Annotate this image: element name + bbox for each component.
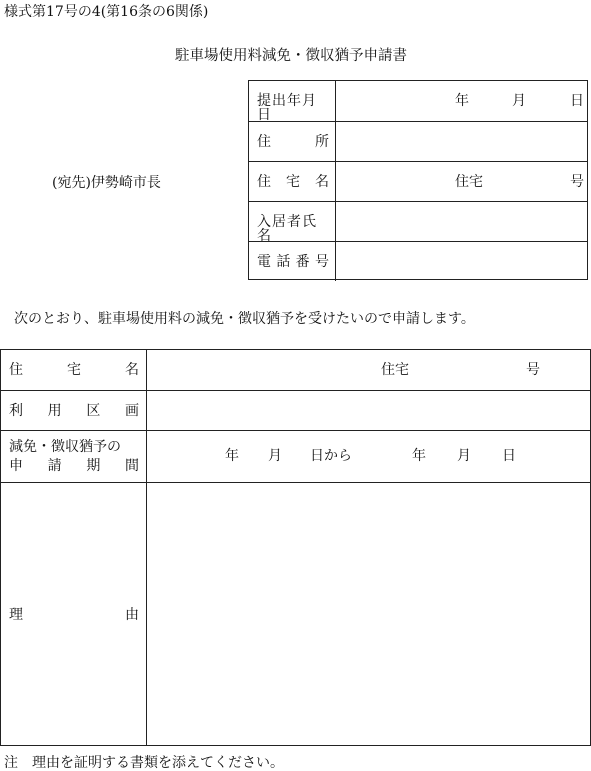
date-year-unit: 年: [455, 93, 469, 109]
period-to-year: 年: [412, 448, 426, 464]
period-label-line1: 減免・徴収猶予の: [9, 439, 121, 455]
period-row: [1, 430, 590, 482]
housing-name-label-cell: [249, 162, 336, 201]
housing-suffix: 住宅: [455, 174, 483, 190]
resident-name-row: [249, 201, 587, 244]
address-label: 住 所: [257, 134, 329, 150]
date-day-unit: 日: [570, 93, 584, 109]
addressee: (宛先)伊勢崎市長: [52, 175, 161, 191]
resident-name-field[interactable]: [336, 202, 587, 241]
application-details-table: [0, 349, 591, 746]
main-number-suffix: 号: [526, 362, 540, 378]
address-row: [249, 121, 587, 161]
reason-label-cell: [1, 483, 147, 745]
submission-date-label: 提出年月日: [257, 93, 317, 123]
resident-name-label: 入居者氏名: [257, 214, 317, 244]
housing-label: 住 宅 名: [9, 362, 139, 378]
housing-name-label: 住 宅 名: [257, 174, 329, 190]
reason-row: [1, 482, 590, 745]
period-field[interactable]: [147, 431, 590, 482]
period-from-month: 月: [268, 448, 282, 464]
address-label-cell: [249, 122, 336, 161]
period-from-day: 日から: [310, 448, 352, 464]
period-label-cell: [1, 431, 147, 482]
usage-area-label: 利 用 区 画: [9, 403, 139, 419]
reason-label: 理 由: [9, 607, 139, 623]
resident-name-label-cell: [249, 202, 336, 244]
intro-text: 次のとおり、駐車場使用料の減免・徴収猶予を受けたいので申請します。: [14, 311, 475, 327]
submission-date-field[interactable]: [336, 81, 587, 121]
housing-field[interactable]: [147, 350, 590, 390]
period-to-month: 月: [457, 448, 471, 464]
submission-date-row: [249, 81, 587, 121]
main-housing-suffix: 住宅: [381, 362, 409, 378]
period-from-year: 年: [225, 448, 239, 464]
address-field[interactable]: [336, 122, 587, 161]
footnote: 注 理由を証明する書類を添えてください。: [4, 755, 284, 771]
usage-area-row: [1, 390, 590, 430]
reason-field[interactable]: [147, 483, 590, 745]
form-number: 様式第17号の4(第16条の6関係): [4, 4, 209, 20]
usage-area-field[interactable]: [147, 391, 590, 430]
date-month-unit: 月: [512, 93, 526, 109]
period-to-day: 日: [502, 448, 516, 464]
number-suffix: 号: [570, 174, 584, 190]
submission-date-label-cell: [249, 81, 336, 121]
housing-name-field[interactable]: [336, 162, 587, 201]
applicant-info-table: [248, 80, 588, 280]
housing-row: [1, 350, 590, 390]
phone-field[interactable]: [336, 242, 587, 281]
document-title: 駐車場使用料減免・徴収猶予申請書: [175, 48, 407, 64]
housing-label-cell: [1, 350, 147, 390]
housing-name-row: [249, 161, 587, 201]
usage-area-label-cell: [1, 391, 147, 430]
phone-row: [249, 241, 587, 281]
phone-label: 電 話 番 号: [257, 254, 329, 270]
period-label-line2: 申 請 期 間: [9, 458, 139, 474]
phone-label-cell: [249, 242, 336, 281]
